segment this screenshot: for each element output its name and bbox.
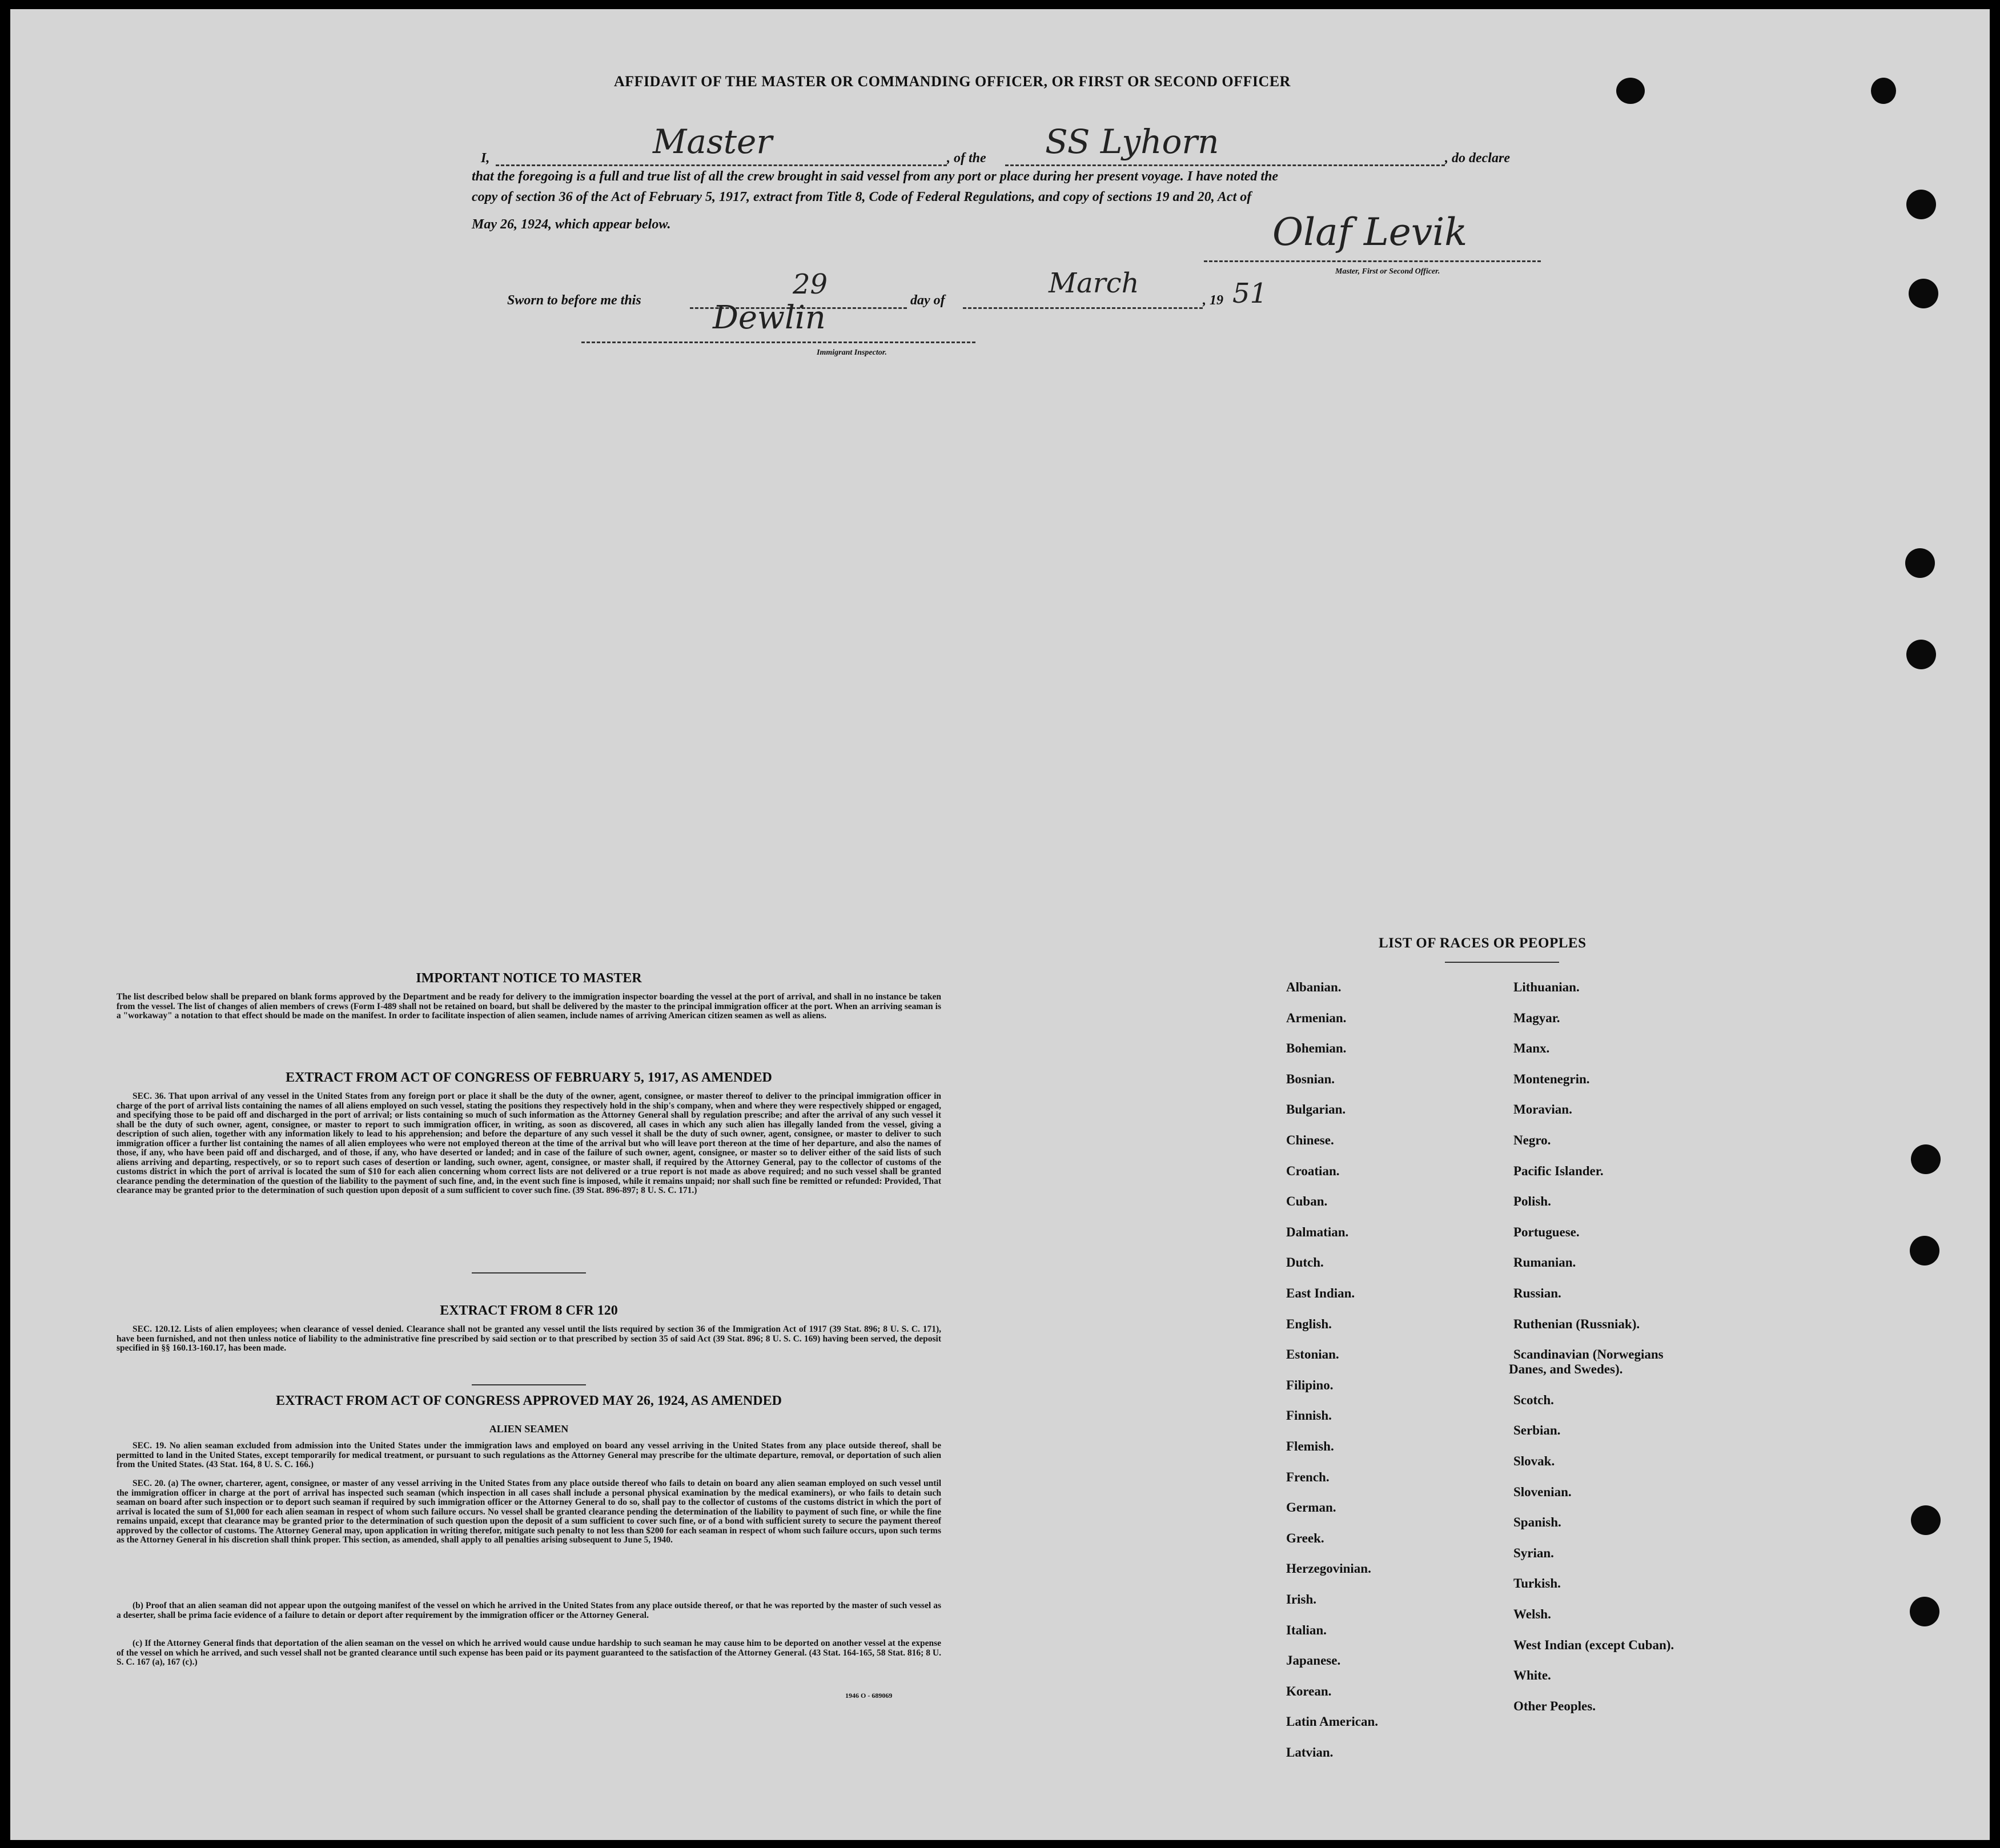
race-item: Greek. bbox=[1286, 1530, 1324, 1545]
divider bbox=[472, 1272, 586, 1273]
handwritten-day: 29 bbox=[793, 268, 828, 300]
extract-cfr-text: SEC. 120.12. Lists of alien employees; when clearance of vessel denied. Clearance shall not be granted any vessel until the lists required by section 36 of the Immigration Act of 1917 (39 Stat. 896; 8 U. S. C. 171), have been furnished, and not then unless notice of liability to the administrative fine prescribed by said section or to that prescribed by section 35 of said Act (39 Stat. 896; 8 U. S. C. 169) having been served, the deposit specified in §§ 160.13-160.17, has been made. bbox=[117, 1324, 941, 1353]
race-item: Other Peoples. bbox=[1513, 1698, 1596, 1713]
sworn-label: Sworn to before me this bbox=[507, 293, 641, 308]
extract-1924-sec20: SEC. 20. (a) The owner, charterer, agent, consignee, or master of any vessel arriving in the United States from any place outside thereof who fails to detain on board any alien seaman employed on such vessel until the immigration officer in charge at the port of arrival has inspected such seaman (which inspection in all cases shall include a personal physical examination by the medical examiners), or who fails to detain such seaman on board after such inspection or to deport such seaman if required by such immigration officer or the Attorney General to do so, shall pay to the collector of customs of the customs district in which the port of arrival is located the sum of $1,000 for each alien seaman in respect of whom such failure occurs. No vessel shall be granted clearance pending the determination of the liability to payment of such fine, or while the fine remains unpaid, except that clearance may be granted prior to the determination of such question upon the deposit of a sum sufficient to cover such fine, or of a bond with sufficient surety to secure the payment thereof approved by the collector of customs. The Attorney General may, upon application in writing therefor, mitigate such penalty to not less than $200 for each seaman in respect of whom such failure occurs, upon such terms as the Attorney General in his discretion shall think proper. This section, as amended, shall apply to all penalties arising subsequent to June 5, 1940. bbox=[117, 1479, 941, 1545]
race-item: Flemish. bbox=[1286, 1439, 1334, 1453]
affidavit-title: AFFIDAVIT OF THE MASTER OR COMMANDING OFFICER, OR FIRST OR SECOND OFFICER bbox=[614, 73, 1291, 90]
race-item: Dutch. bbox=[1286, 1255, 1324, 1270]
race-item: English. bbox=[1286, 1316, 1332, 1331]
race-item: Finnish. bbox=[1286, 1408, 1332, 1423]
signer-caption: Master, First or Second Officer. bbox=[1335, 267, 1440, 276]
race-item: Latin American. bbox=[1286, 1714, 1378, 1729]
race-item: German. bbox=[1286, 1500, 1336, 1515]
punch-hole bbox=[1910, 1236, 1939, 1266]
race-item: Portuguese. bbox=[1513, 1224, 1580, 1239]
of-the-label: , of the bbox=[947, 151, 986, 166]
race-item: Croatian. bbox=[1286, 1163, 1340, 1178]
race-item: Manx. bbox=[1513, 1041, 1550, 1056]
document-sheet bbox=[10, 9, 1990, 1840]
race-item: Estonian. bbox=[1286, 1347, 1339, 1362]
race-item: Ruthenian (Russniak). bbox=[1513, 1316, 1640, 1331]
race-item: Irish. bbox=[1286, 1592, 1317, 1606]
race-item: Japanese. bbox=[1286, 1653, 1341, 1668]
vessel-line bbox=[1005, 164, 1445, 166]
inspector-line bbox=[581, 342, 975, 343]
affidavit-i-label: I, bbox=[481, 151, 490, 166]
race-item: Welsh. bbox=[1513, 1607, 1551, 1621]
punch-hole bbox=[1616, 78, 1645, 104]
race-item: Bohemian. bbox=[1286, 1041, 1347, 1056]
race-item: Turkish. bbox=[1513, 1576, 1561, 1591]
race-item: Negro. bbox=[1513, 1133, 1551, 1147]
race-item: Chinese. bbox=[1286, 1133, 1334, 1147]
print-code: 1946 O - 689069 bbox=[845, 1692, 893, 1700]
extract-1924-title: EXTRACT FROM ACT OF CONGRESS APPROVED MAY 26, 1924, AS AMENDED bbox=[276, 1393, 782, 1408]
handwritten-vessel: SS Lyhorn bbox=[1045, 122, 1219, 161]
handwritten-name: Master bbox=[653, 122, 773, 161]
race-item: Slovenian. bbox=[1513, 1484, 1572, 1499]
punch-hole bbox=[1906, 640, 1936, 669]
race-item: Italian. bbox=[1286, 1622, 1327, 1637]
race-item: Russian. bbox=[1513, 1286, 1561, 1300]
extract-1924-sec19: SEC. 19. No alien seaman excluded from admission into the United States under the immigration laws and employed on board any vessel arriving in the United States from any place outside thereof, shall be permitted to land in the United States, except temporarily for medical treatment, or pursuant to such regulations as the Attorney General may prescribe for the ultimate departure, removal, or deportation of such alien from the United States. (43 Stat. 164, 8 U. S. C. 166.) bbox=[117, 1441, 941, 1469]
affidavit-body-line-1: that the foregoing is a full and true list of all the crew brought in said vessel from any port or place during her present voyage. I have noted the bbox=[472, 169, 1279, 184]
inspector-caption: Immigrant Inspector. bbox=[817, 348, 887, 357]
handwritten-year: 51 bbox=[1232, 278, 1268, 310]
month-line bbox=[963, 307, 1203, 309]
race-item: Syrian. bbox=[1513, 1545, 1554, 1560]
day-of-label: day of bbox=[910, 293, 945, 308]
race-item: Filipino. bbox=[1286, 1377, 1334, 1392]
race-item: Magyar. bbox=[1513, 1010, 1560, 1025]
race-item: French. bbox=[1286, 1469, 1330, 1484]
race-item: Albanian. bbox=[1286, 980, 1342, 994]
extract-1924-sec20b: (b) Proof that an alien seaman did not appear upon the outgoing manifest of the vessel on which he arrived in the United States from any place outside thereof, or that he was reported by the master of such vessel as a deserter, shall be prima facie evidence of a failure to detain or deport after requirement by the immigration officer or the Attorney General. bbox=[117, 1601, 941, 1620]
divider bbox=[472, 1384, 586, 1385]
race-item: East Indian. bbox=[1286, 1286, 1355, 1300]
name-line bbox=[496, 164, 947, 166]
affidavit-body-line-3: May 26, 1924, which appear below. bbox=[472, 217, 671, 232]
races-title: LIST OF RACES OR PEOPLES bbox=[1379, 935, 1587, 951]
year-prefix: , 19 bbox=[1203, 293, 1223, 308]
race-item: Bulgarian. bbox=[1286, 1102, 1346, 1117]
race-item: Montenegrin. bbox=[1513, 1071, 1590, 1086]
punch-hole bbox=[1906, 190, 1936, 219]
punch-hole bbox=[1911, 1144, 1941, 1174]
punch-hole bbox=[1871, 78, 1896, 104]
notice-text: The list described below shall be prepared on blank forms approved by the Department and be ready for delivery to the immigration inspector boarding the vessel at the port of arrival, and shall in no instance be taken from the vessel. The list of changes of alien members of crews (Form I-489 shall not be retained on board, but shall be delivered by the master to the principal immigration officer at the port. When an arriving seaman is a "workaway" a notation to that effect should be made on the manifest. In order to facilitate inspection of alien seamen, include names of arriving American citizen seamen as well as aliens. bbox=[117, 992, 941, 1021]
handwritten-month: March bbox=[1049, 267, 1139, 299]
extract-cfr-title: EXTRACT FROM 8 CFR 120 bbox=[440, 1303, 618, 1318]
signature-line bbox=[1204, 260, 1541, 262]
punch-hole bbox=[1909, 279, 1938, 308]
signature: Olaf Levik bbox=[1272, 210, 1468, 254]
race-item: Pacific Islander. bbox=[1513, 1163, 1604, 1178]
race-item: Latvian. bbox=[1286, 1745, 1334, 1759]
extract-1917-title: EXTRACT FROM ACT OF CONGRESS OF FEBRUARY 5, 1917, AS AMENDED bbox=[286, 1070, 772, 1085]
extract-1924-sec20c: (c) If the Attorney General finds that deportation of the alien seaman on the vessel on which he arrived would cause undue hardship to such seaman he may cause him to be deported on another vessel at the expense of the vessel on which he arrived, and such vessel shall not be granted clearance until such expense has been paid or its payment guaranteed to the satisfaction of the Attorney General. (43 Stat. 164-165, 58 Stat. 816; 8 U. S. C. 167 (a), 167 (c).) bbox=[117, 1638, 941, 1667]
do-declare-label: , do declare bbox=[1445, 151, 1510, 166]
race-item: Moravian. bbox=[1513, 1102, 1572, 1117]
race-item: Rumanian. bbox=[1513, 1255, 1576, 1270]
race-item: Bosnian. bbox=[1286, 1071, 1335, 1086]
punch-hole bbox=[1911, 1505, 1941, 1535]
punch-hole bbox=[1910, 1597, 1939, 1626]
divider bbox=[1445, 962, 1559, 963]
race-item: Spanish. bbox=[1513, 1515, 1561, 1530]
notice-title: IMPORTANT NOTICE TO MASTER bbox=[416, 971, 642, 986]
race-item: White. bbox=[1513, 1668, 1551, 1683]
race-item: Scotch. bbox=[1513, 1392, 1554, 1407]
handwritten-inspector: Dewlin bbox=[713, 299, 826, 336]
extract-1917-text: SEC. 36. That upon arrival of any vessel in the United States from any foreign port or place it shall be the duty of the owner, agent, consignee, or master thereof to deliver to the principal immigration officer in charge of the port of arrival lists containing the names of all aliens employed on such vessel, stating the positions they respectively hold in the ship's company, when and where they were respectively shipped or engaged, and specifying those to be paid off and discharged in the port of arrival; or lists containing so much of such information as the Attorney General shall by regulation prescribe; and after the arrival of any such vessel it shall be the duty of such owner, agent, consignee, or master to report to such immigration officer, in writing, as soon as discovered, all cases in which any such alien has illegally landed from the vessel, giving a description of such alien, together with any information likely to lead to his apprehension; and before the departure of any such vessel it shall be the duty of such owner, agent, consignee, or master to deliver to such immigration officer a further list containing the names of all alien employees who were not employed thereon at the time of the arrival but who will leave port thereon at the time of her departure, and also the names of those, if any, who have been paid off and discharged, and of those, if any, who have deserted or landed; and in case of the failure of such owner, agent, consignee, or master so to deliver either of the said lists of such aliens arriving and departing, respectively, or so to report such cases of desertion or landing, such owner, agent, consignee, or master shall, if required by the Attorney General, pay to the collector of customs of the customs district in which the port of arrival is located the sum of $10 for each alien concerning whom correct lists are not delivered or a true report is not made as above required; and no such vessel shall be granted clearance pending the determination of the question of the liability to the payment of such fine, and, in the event such fine is imposed, while it remains unpaid; nor shall such fine be remitted or refunded: Provided, That clearance may be granted prior to the determination of such question upon deposit of a sum sufficient to cover such fine. (39 Stat. 896-897; 8 U. S. C. 171.) bbox=[117, 1091, 941, 1195]
race-item: Dalmatian. bbox=[1286, 1224, 1349, 1239]
race-item: Herzegovinian. bbox=[1286, 1561, 1371, 1576]
race-item: Lithuanian. bbox=[1513, 980, 1580, 994]
race-item: Armenian. bbox=[1286, 1010, 1347, 1025]
race-item: Cuban. bbox=[1286, 1194, 1328, 1209]
punch-hole bbox=[1905, 548, 1935, 578]
race-item: Serbian. bbox=[1513, 1423, 1561, 1438]
affidavit-body-line-2: copy of section 36 of the Act of February 5, 1917, extract from Title 8, Code of Federal Regulations, and copy of sections 19 and 20, Act of bbox=[472, 190, 1252, 204]
alien-seamen-subtitle: ALIEN SEAMEN bbox=[489, 1423, 569, 1435]
race-item: Slovak. bbox=[1513, 1454, 1555, 1468]
race-item: Korean. bbox=[1286, 1684, 1332, 1698]
race-item: Danes, and Swedes). bbox=[1509, 1362, 1623, 1377]
race-item: Polish. bbox=[1513, 1194, 1551, 1209]
race-item: West Indian (except Cuban). bbox=[1513, 1637, 1674, 1652]
race-item: Scandinavian (Norwegians bbox=[1513, 1347, 1664, 1362]
